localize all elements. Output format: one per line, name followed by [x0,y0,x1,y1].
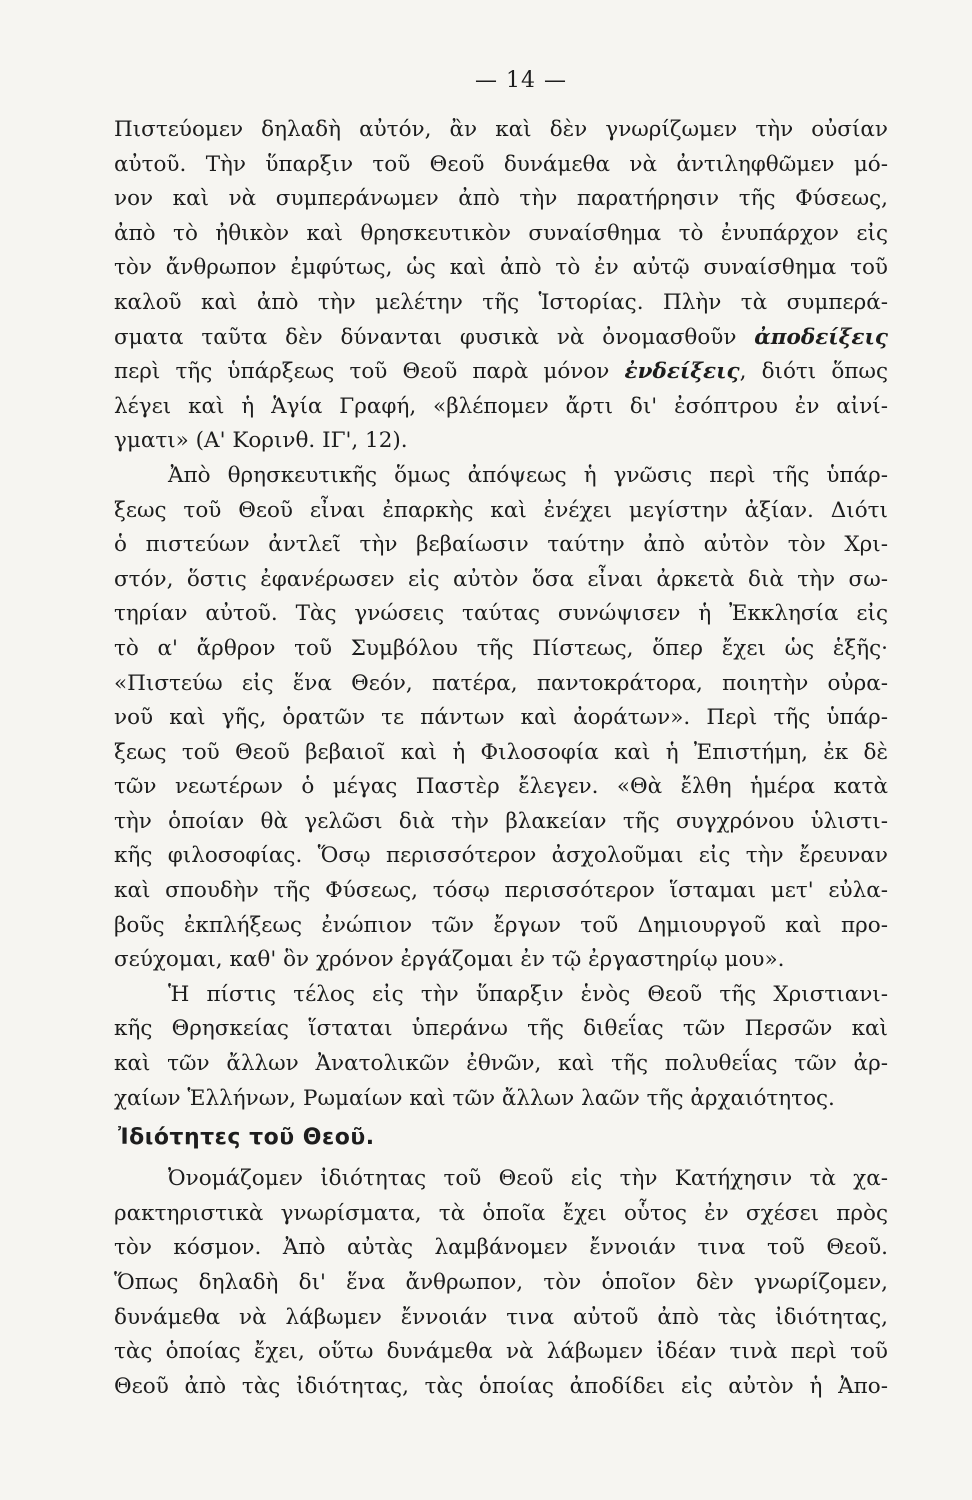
text-line: καὶ τῶν ἄλλων Ἀνατολικῶν ἐθνῶν, καὶ τῆς πολυθεΐας τῶν ἀρ- [114,1051,888,1077]
text-line: καὶ σπουδὴν τῆς Φύσεως, τόσῳ περισσότερον ἵσταμαι μετ' εὐλα- [114,878,888,904]
text-line: Ὀνομάζομεν ἰδιότητας τοῦ Θεοῦ εἰς τὴν Κατήχησιν τὰ χα- [168,1166,888,1192]
text-line: τηρίαν αὐτοῦ. Τὰς γνώσεις ταύτας συνώψισεν ἡ Ἐκκλησία εἰς [114,601,888,627]
text-line: τὸν ἄνθρωπον ἐμφύτως, ὡς καὶ ἀπὸ τὸ ἐν αὐτῷ συναίσθημα τοῦ [114,255,888,281]
text-line: κῆς Θρησκείας ἵσταται ὑπεράνω τῆς διθεΐας τῶν Περσῶν καὶ [114,1016,888,1042]
text-line: Θεοῦ ἀπὸ τὰς ἰδιότητας, τὰς ὁποίας ἀποδίδει εἰς αὐτὸν ἡ Ἀπο- [114,1373,888,1399]
paragraph-2 [114,459,888,978]
paragraph-1 [114,113,888,459]
text-line: δυνάμεθα νὰ λάβωμεν ἔννοιάν τινα αὐτοῦ ἀπὸ τὰς ἰδιότητας, [114,1304,888,1330]
text-line: ξεως τοῦ Θεοῦ βεβαιοῖ καὶ ἡ Φιλοσοφία καὶ ἡ Ἐπιστήμη, ἐκ δὲ [114,739,888,765]
text-line: Πιστεύομεν δηλαδὴ αὐτόν, ἂν καὶ δὲν γνωρίζωμεν τὴν οὐσίαν [114,117,888,142]
text-line: γματι» (Α' Κορινθ. ΙΓ', 12). [114,428,408,454]
text-line: αὐτοῦ. Τὴν ὕπαρξιν τοῦ Θεοῦ δυνάμεθα νὰ ἀντιληφθῶμεν μό- [114,151,888,177]
section-heading: Ἰδιότητες τοῦ Θεοῦ. [118,1125,375,1151]
text-line: Ὅπως δηλαδὴ δι' ἕνα ἄνθρωπον, τὸν ὁποῖον δὲν γνωρίζομεν, [114,1270,888,1295]
text-line: Ἡ πίστις τέλος εἰς τὴν ὕπαρξιν ἑνὸς Θεοῦ τῆς Χριστιανι- [168,981,888,1007]
paragraph-3 [114,978,888,1116]
text-line: νον καὶ νὰ συμπεράνωμεν ἀπὸ τὴν παρατήρησιν τῆς Φύσεως, [114,186,888,212]
paragraph-4 [114,1162,888,1404]
text-line: νοῦ καὶ γῆς, ὁρατῶν τε πάντων καὶ ἀοράτων». Περὶ τῆς ὑπάρ- [114,705,888,731]
text-line: χαίων Ἑλλήνων, Ρωμαίων καὶ τῶν ἄλλων λαῶν τῆς ἀρχαιότητος. [114,1085,835,1111]
text-line: ξεως τοῦ Θεοῦ εἶναι ἐπαρκὴς καὶ ἐνέχει μεγίστην ἀξίαν. Διότι [114,497,888,523]
text-line: ἀπὸ τὸ ἠθικὸν καὶ θρησκευτικὸν συναίσθημα τὸ ἐνυπάρχον εἰς [114,220,888,246]
text-line: τὸν κόσμον. Ἀπὸ αὐτὰς λαμβάνομεν ἔννοιάν τινα τοῦ Θεοῦ. [114,1235,888,1261]
emphasis-apodeixeis: ἀποδείξεις [754,324,888,350]
text-line: τῶν νεωτέρων ὁ μέγας Παστὲρ ἔλεγεν. «Θὰ ἔλθη ἡμέρα κατὰ [114,774,888,800]
text-line: στόν, ὅστις ἐφανέρωσεν εἰς αὐτὸν ὅσα εἶναι ἀρκετὰ διὰ τὴν σω- [114,566,888,592]
text-line: καλοῦ καὶ ἀπὸ τὴν μελέτην τῆς Ἱστορίας. Πλὴν τὰ συμπερά- [114,289,888,315]
text-line: περὶ τῆς ὑπάρξεως τοῦ Θεοῦ παρὰ μόνον ἐνδείξεις, διότι ὅπως [114,359,888,385]
text-line: κῆς φιλοσοφίας. Ὅσῳ περισσότερον ἀσχολοῦμαι εἰς τὴν ἔρευναν [114,843,888,869]
text-line: λέγει καὶ ἡ Ἁγία Γραφή, «βλέπομεν ἄρτι δι' ἐσόπτρου ἐν αἰνί- [114,393,888,419]
text-line: τὰς ὁποίας ἔχει, οὕτω δυνάμεθα νὰ λάβωμεν ἰδέαν τινὰ περὶ τοῦ [114,1339,888,1365]
text-line: Ἀπὸ θρησκευτικῆς ὅμως ἀπόψεως ἡ γνῶσις περὶ τῆς ὑπάρ- [168,462,888,488]
text-line: τὴν ὁποίαν θὰ γελῶσι διὰ τὴν βλακείαν τῆς συγχρόνου ὑλιστι- [114,808,888,834]
page-number: — 14 — [475,68,567,93]
text-line: «Πιστεύω εἰς ἕνα Θεόν, πατέρα, παντοκράτορα, ποιητὴν οὐρα- [114,670,888,696]
text-line: σματα ταῦτα δὲν δύνανται φυσικὰ νὰ ὀνομασθοῦν ἀποδείξεις [114,324,888,350]
text-line: σεύχομαι, καθ' ὃν χρόνον ἐργάζομαι ἐν τῷ ἐργαστηρίῳ μου». [114,947,785,973]
text-line: ρακτηριστικὰ γνωρίσματα, τὰ ὁποῖα ἔχει οὗτος ἐν σχέσει πρὸς [114,1200,888,1226]
text-line: βοῦς ἐκπλήξεως ἐνώπιον τῶν ἔργων τοῦ Δημιουργοῦ καὶ προ- [114,912,888,938]
emphasis-endeixeis: ἐνδείξεις [624,359,740,385]
text-line: ὁ πιστεύων ἀντλεῖ τὴν βεβαίωσιν ταύτην ἀπὸ αὐτὸν τὸν Χρι- [114,532,888,558]
text-line: τὸ α' ἄρθρον τοῦ Συμβόλου τῆς Πίστεως, ὅπερ ἔχει ὡς ἑξῆς· [114,635,888,661]
